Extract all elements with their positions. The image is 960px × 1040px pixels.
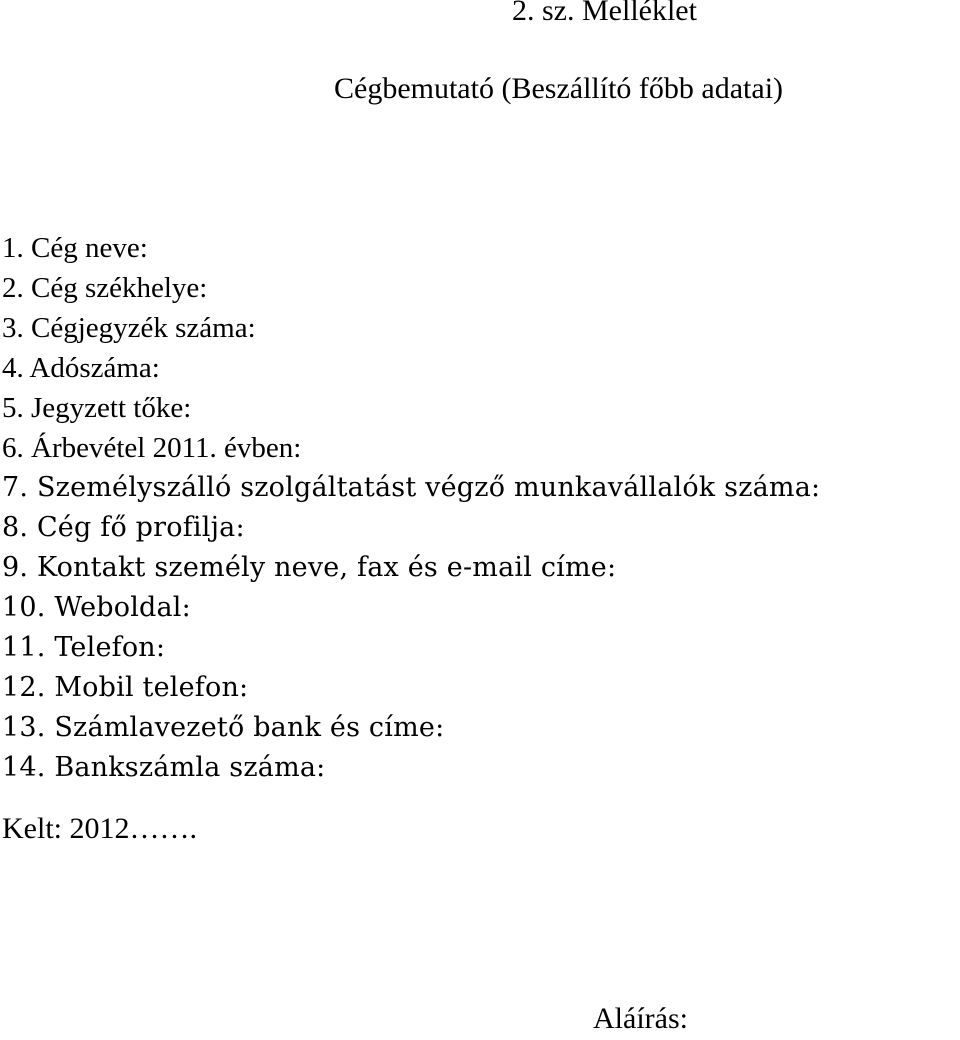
field-bank-and-address: 13. Számlavezető bank és címe: [2,712,445,743]
document-title: Cégbemutató (Beszállító főbb adatai) [334,72,784,105]
field-registered-capital: 5. Jegyzett tőke: [2,392,192,424]
field-registration-number: 3. Cégjegyzék száma: [2,312,256,344]
field-bank-account-number: 14. Bankszámla száma: [2,752,326,783]
dated-line: Kelt: 2012……. [2,812,197,845]
field-contact-person: 9. Kontakt személy neve, fax és e-mail címe: [2,552,617,583]
field-revenue-2011: 6. Árbevétel 2011. évben: [2,432,302,464]
field-employee-count: 7. Személyszálló szolgáltatást végző munkavállalók száma: [2,472,821,503]
annex-label: 2. sz. Melléklet [512,0,697,27]
field-phone: 11. Telefon: [2,632,166,663]
company-data-field-list [2,228,820,788]
signature-label: Aláírás: [593,1002,688,1035]
field-company-seat: 2. Cég székhelye: [2,272,208,304]
field-main-profile: 8. Cég fő profilja: [2,512,245,543]
field-website: 10. Weboldal: [2,592,191,623]
field-mobile-phone: 12. Mobil telefon: [2,672,249,703]
field-tax-number: 4. Adószáma: [2,352,160,384]
field-company-name: 1. Cég neve: [2,232,148,264]
